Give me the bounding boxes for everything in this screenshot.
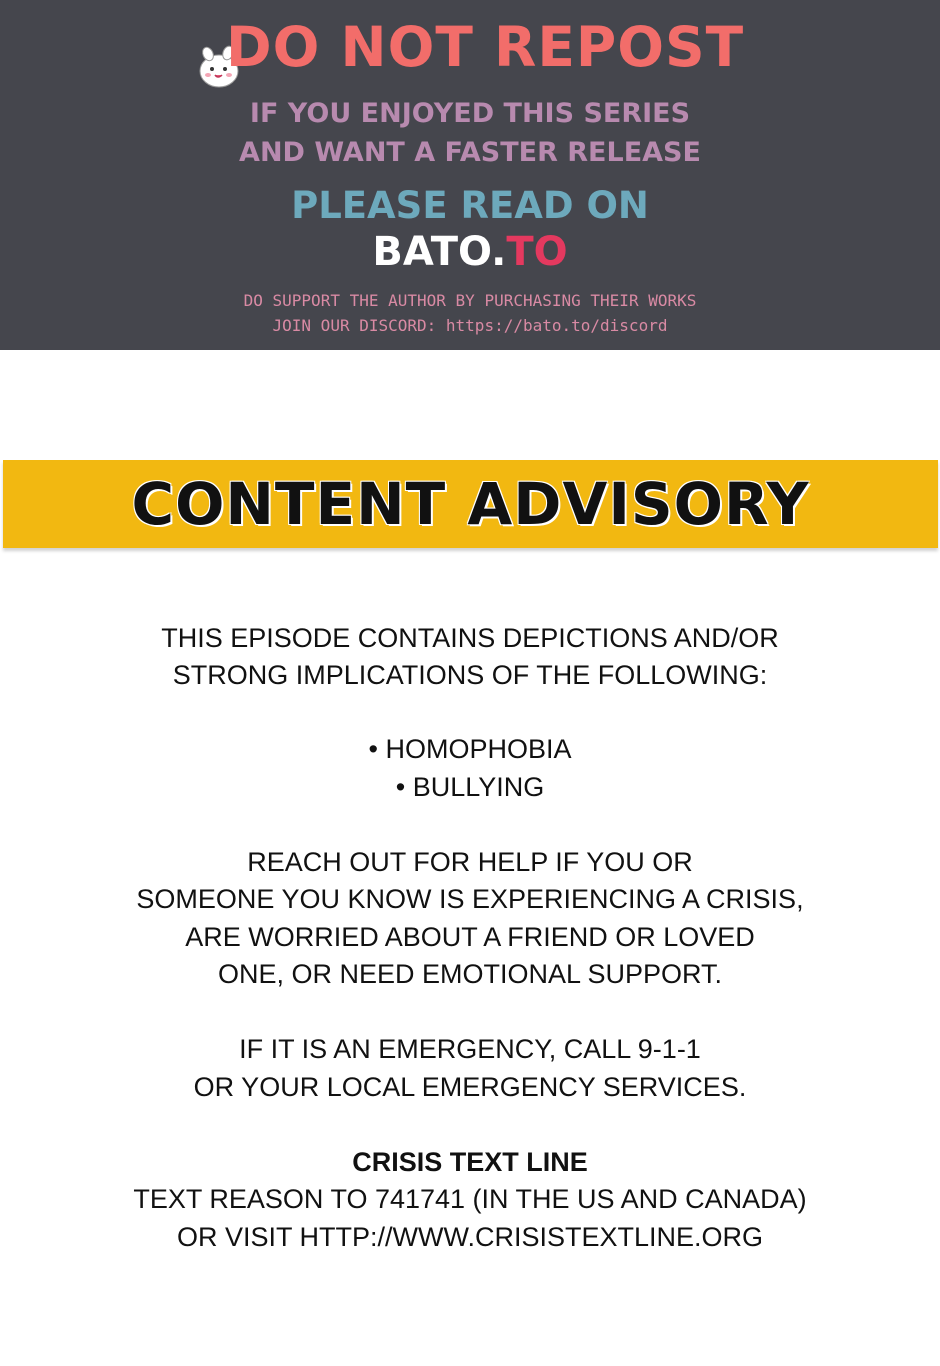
site-tld: TO [506, 229, 568, 275]
emergency-line: IF IT IS AN EMERGENCY, CALL 9-1-1 [239, 1034, 701, 1064]
content-advisory-bar [3, 460, 938, 548]
support-author-text: DO SUPPORT THE AUTHOR BY PURCHASING THEIR WORKS [243, 291, 697, 310]
content-advisory-title: CONTENT ADVISORY [131, 470, 810, 538]
intro-line-1: THIS EPISODE CONTAINS DEPICTIONS AND/OR [161, 623, 779, 653]
crisis-line: TEXT REASON TO 741741 (IN THE US AND CANADA) [133, 1184, 807, 1214]
enjoy-line-2: AND WANT A FASTER RELEASE [239, 137, 701, 168]
advisory-item: • HOMOPHOBIA [368, 734, 572, 764]
advisory-item: • BULLYING [395, 772, 545, 802]
site-link[interactable] [0, 226, 940, 278]
emergency-line: OR YOUR LOCAL EMERGENCY SERVICES. [193, 1072, 747, 1102]
help-line: ONE, OR NEED EMOTIONAL SUPPORT. [217, 959, 723, 989]
enjoy-line-1: IF YOU ENJOYED THIS SERIES [249, 98, 691, 129]
please-read-text: PLEASE READ ON [291, 184, 649, 227]
intro-line-2: STRONG IMPLICATIONS OF THE FOLLOWING: [172, 660, 768, 690]
help-line: ARE WORRIED ABOUT A FRIEND OR LOVED [185, 922, 755, 952]
repost-banner [0, 0, 940, 350]
crisis-text-line-title: CRISIS TEXT LINE [352, 1147, 588, 1177]
do-not-repost-heading: DO NOT REPOST [226, 15, 745, 79]
discord-link[interactable]: JOIN OUR DISCORD: https://bato.to/discord [272, 316, 668, 335]
crisis-website-link[interactable]: OR VISIT HTTP://WWW.CRISISTEXTLINE.ORG [176, 1222, 764, 1252]
help-line: REACH OUT FOR HELP IF YOU OR [247, 847, 693, 877]
help-line: SOMEONE YOU KNOW IS EXPERIENCING A CRISIS, [136, 884, 804, 914]
site-main: BATO. [372, 229, 507, 275]
